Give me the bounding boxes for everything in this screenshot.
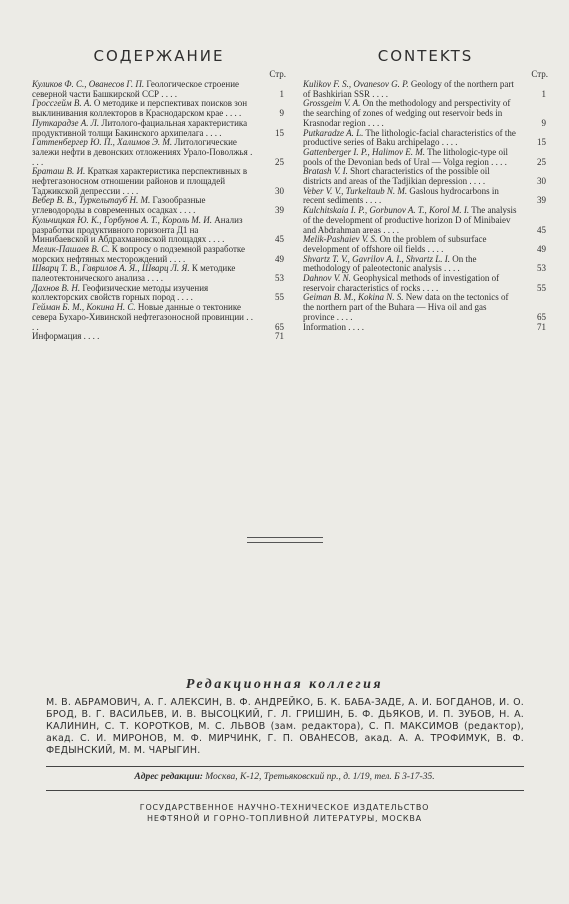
toc-entry-title: The lithologic-facial characteristics of the productive series of Baku archipelago [303, 127, 516, 148]
toc-entry-page: 9 [279, 108, 284, 119]
toc-entry-authors: Gattenberger I. P., Halimov E. M. [303, 146, 425, 157]
page-column-label-ru: Стр. [269, 69, 286, 79]
toc-entry-page: 39 [537, 195, 546, 206]
toc-leader-dots: . . . . [81, 331, 100, 342]
address-value: Москва, К-12, Третьяковский пр., д. 1/19, тел. Б 3-17-35. [202, 772, 435, 782]
toc-leader-dots: . . . . [425, 243, 444, 254]
toc-entry [32, 99, 286, 118]
toc-entry-page: 45 [537, 224, 546, 235]
toc-entry [303, 293, 548, 322]
toc-entry-page: 1 [279, 88, 284, 99]
toc-leader-dots: . . . . [467, 176, 486, 187]
toc-entry-title: Новые данные о тектонике севера Бухаро-Хивинской нефтегазоносной провинции [32, 302, 244, 322]
toc-entry-page: 49 [537, 243, 546, 254]
toc-entry [32, 167, 286, 196]
toc-entry [303, 274, 548, 293]
toc-entry-page: 25 [275, 156, 284, 167]
toc-leader-dots: . . . . [223, 108, 242, 119]
editorial-board-members: М. В. АБРАМОВИЧ, А. Г. АЛЕКСИН, В. Ф. АНДРЕЙКО, Б. К. БАБА-ЗАДЕ, А. И. БОГДАНОВ, И. О. БРОД, В. Г. ВАСИЛЬЕВ, И. В. ВЫСОЦКИЙ, Г. Л. ГРИШИН, Б. Ф. ДЬЯКОВ, И. П. ЗУБОВ, Н. А. КАЛИНИН, С. Т. КОРОТКОВ, М. С. ЛЬВОВ (зам. редактора), С. П. МАКСИМОВ (редактор), акад. С. И. МИРОНОВ, М. Ф. МИРЧИНК, Г. П. ОВАНЕСОВ, акад. А. А. ТРОФИМУК, В. Ф. ФЕДЫНСКИЙ, М. М. ЧАРЫГИН. [46, 697, 524, 756]
toc-entry-authors: Гейман Б. М., Кокина Н. С. [32, 302, 136, 313]
toc-entry-title: Geology of the northern part of Bashkirian SSR [303, 79, 514, 99]
toc-entry-authors: Браташ В. И. [32, 166, 86, 177]
divider-top [46, 766, 524, 767]
toc-leader-dots: . . . . [145, 273, 164, 284]
toc-entry-page: 45 [275, 234, 284, 245]
toc-entry-title: О методике и перспективах поисков зон выклинивания коллекторов в Краснодарском крае [32, 98, 248, 119]
toc-entry-title: К методике палеотектонического анализа [32, 263, 236, 284]
toc-entry-page: 71 [537, 321, 546, 332]
toc-entry-title: On the problem of subsurface development of offshore oil fields [303, 234, 487, 254]
editorial-address [0, 772, 569, 782]
toc-leader-dots: . . . . [346, 321, 364, 332]
toc-entry [303, 129, 548, 148]
toc-entry-page: 65 [275, 321, 284, 332]
contents-title-ru: СОДЕРЖАНИЕ [93, 47, 225, 65]
toc-leader-dots: . . . . [177, 205, 196, 216]
toc-leader-dots: . . . . [363, 195, 382, 206]
toc-entry-authors: Shvartz T. V., Gavrilov A. I., Shvartz L. I. [303, 253, 451, 264]
toc-leader-dots: . . . . [380, 224, 399, 235]
toc-entry-title: Литологические залежи нефти в девонских отложениях Урало-Поволжья [32, 137, 248, 157]
toc-leader-dots: . . . . [32, 311, 253, 332]
toc-leader-dots: . . . . [365, 117, 384, 128]
contents-russian [32, 46, 286, 342]
toc-entry [32, 303, 286, 332]
toc-entry-authors: Гаттенбергер Ю. П., Халимов Э. М. [32, 137, 173, 148]
contents-title-en: CONTEKTS [377, 47, 474, 65]
toc-entry-authors: Grossgeim V. A. [303, 98, 361, 109]
toc-entry-page: 15 [537, 137, 546, 148]
toc-leader-dots: . . . . [439, 137, 458, 148]
toc-entry-authors: Шварц Т. В., Гаврилов А. Я., Шварц Л. Я. [32, 263, 190, 274]
toc-entry [32, 264, 286, 283]
toc-entry [303, 80, 548, 99]
publisher-line-1: ГОСУДАРСТВЕННОЕ НАУЧНО-ТЕХНИЧЕСКОЕ ИЗДАТЕЛЬСТВО [139, 803, 430, 812]
toc-entry-authors: Geiman B. M., Kokina N. S. [303, 292, 404, 303]
toc-entry-page: 53 [275, 273, 284, 284]
toc-leader-dots: . . . . [32, 146, 253, 167]
toc-entry [303, 187, 548, 206]
toc-entry-title: К вопросу о подземной разработке морских нефтяных месторождений [32, 243, 246, 264]
toc-entry-title: The analysis of the development of productive horizon D of Minibaiev and Abdrahman areas [303, 205, 517, 235]
toc-entry-title: Gaslous hydrocarbons in recent sediments [303, 185, 499, 206]
toc-entry-title: Информация [32, 331, 82, 342]
toc-entry-authors: Кульчицкая Ю. К., Горбунов А. Т., Король М. И. [32, 214, 213, 225]
divider-bottom [46, 790, 524, 791]
page-column-label-en: Стр. [531, 69, 548, 79]
toc-entry-authors: Veber V. V., Turkeltaub N. M. [303, 185, 408, 196]
editorial-board-title: Редакционная коллегия [185, 677, 384, 692]
toc-entry-page: 55 [275, 292, 284, 303]
toc-entry-page: 30 [275, 185, 284, 196]
center-divider [247, 537, 323, 543]
toc-leader-dots: . . . . [441, 263, 460, 274]
toc-entry-authors: Куликов Ф. С., Ованесов Г. П. [32, 79, 145, 89]
toc-entry [303, 323, 548, 333]
toc-entry [303, 255, 548, 274]
toc-entry-authors: Мелик-Пашаев В. С. [32, 243, 110, 254]
toc-entry-authors: Bratash V. I. [303, 166, 348, 177]
toc-entry-title: Геологическое строение северной части Башкирской ССР [32, 79, 240, 99]
toc-entry-title: The lithologic-type oil pools of the Devonian beds of Ural — Volga region [303, 146, 509, 167]
toc-leader-dots: . . . . [167, 253, 186, 264]
toc-entry [32, 332, 286, 342]
toc-entry-authors: Kulikov F. S., Ovanesov G. P. [303, 79, 409, 89]
toc-leader-dots: . . . . [203, 127, 222, 138]
toc-entry-page: 71 [275, 331, 284, 342]
contents-list-ru [32, 80, 286, 342]
address-label: Адрес редакции: [134, 772, 203, 782]
toc-leader-dots: . . . . [370, 88, 389, 99]
toc-entry-title: Геофизические методы изучения коллекторских свойств горных пород [32, 282, 209, 303]
toc-leader-dots: . . . . [206, 234, 225, 245]
toc-entry-authors: Путкарадзе А. Л. [32, 117, 100, 128]
toc-entry [32, 138, 286, 167]
toc-leader-dots: . . . . [158, 88, 177, 99]
toc-entry [32, 196, 286, 215]
toc-leader-dots: . . . . [420, 282, 439, 293]
toc-entry-authors: Дахнов В. Н. [32, 282, 81, 293]
toc-entry-title: On the methodology of paleotectonic analysis [303, 253, 477, 274]
toc-entry [32, 80, 286, 99]
toc-entry-page: 25 [537, 156, 546, 167]
toc-entry [32, 284, 286, 303]
toc-entry-title: Анализ разработки продуктивного горизонта Д1 на Минибаевской и Абдрахмановской площадях [32, 214, 243, 245]
toc-entry-page: 49 [275, 253, 284, 264]
toc-entry-authors: Melik-Pashaiev V. S. [303, 234, 378, 245]
toc-leader-dots: . . . . [174, 292, 193, 303]
toc-entry-title: Краткая характеристика перспективных в нефтегазоносном отношении районов и площадей Таджикской депрессии [32, 166, 248, 196]
toc-leader-dots: . . . . [120, 185, 139, 196]
toc-entry-title: On the methodology and perspectivity of the searching of zones of wedging out reservoir beds in Krasnodar region [303, 98, 511, 128]
toc-entry-authors: Kulchitskaia I. P., Gorbunov A. T., Korol M. I. [303, 205, 470, 216]
toc-entry-page: 30 [537, 176, 546, 187]
toc-entry-authors: Putkaradze A. L. [303, 127, 364, 138]
toc-entry-page: 65 [537, 311, 546, 322]
toc-entry [32, 245, 286, 264]
toc-entry-page: 55 [537, 282, 546, 293]
toc-entry [32, 216, 286, 245]
toc-entry [303, 99, 548, 128]
toc-entry [303, 148, 548, 167]
toc-entry-title: Газообразные углеводороды в современных осадках [32, 195, 206, 216]
toc-entry [303, 235, 548, 254]
toc-entry-page: 9 [541, 117, 546, 128]
contents-english [303, 46, 548, 332]
toc-entry-authors: Dahnov V. N. [303, 273, 351, 284]
toc-entry-title: Литолого-фациальная характеристика продуктивной толщи Бакинского архипелага [32, 117, 248, 138]
publisher-info [0, 802, 569, 824]
toc-entry [303, 206, 548, 235]
toc-entry-title: New data on the tectonics of the northern part of the Buhara — Hiva oil and gas province [303, 292, 509, 322]
toc-entry-page: 15 [275, 127, 284, 138]
toc-entry-authors: Вебер В. В., Туркельтауб Н. М. [32, 195, 151, 206]
toc-entry-page: 53 [537, 263, 546, 274]
toc-entry-page: 39 [275, 205, 284, 216]
toc-entry-authors: Гроссгейм В. А. [32, 98, 92, 109]
toc-entry-page: 1 [541, 88, 546, 99]
toc-leader-dots: . . . . [334, 311, 353, 322]
toc-entry [32, 119, 286, 138]
publisher-line-2: НЕФТЯНОЙ И ГОРНО-ТОПЛИВНОЙ ЛИТЕРАТУРЫ, МОСКВА [147, 814, 422, 823]
toc-entry-title: Information [303, 321, 346, 332]
toc-entry-title: Geophysical methods of investigation of reservoir characteristics of rocks [303, 273, 500, 293]
toc-entry [303, 167, 548, 186]
contents-list-en [303, 80, 548, 332]
toc-leader-dots: . . . . [488, 156, 507, 167]
toc-entry-title: Short characteristics of the possible oil districts and areas of the Tadjikian depression [303, 166, 490, 187]
